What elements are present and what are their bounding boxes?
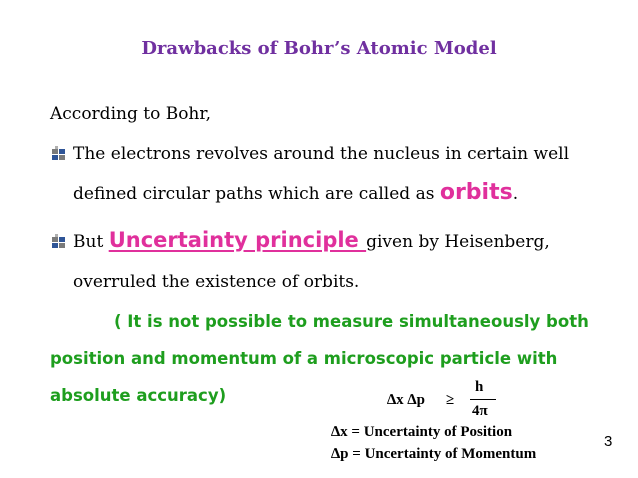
bullet-icon [50, 234, 68, 250]
bullet2-line1 [73, 228, 550, 252]
intro-text: According to Bohr, [50, 104, 212, 124]
fraction-numerator: h [475, 379, 484, 395]
orbits-highlight: orbits [439, 180, 513, 205]
bullet-icon [50, 146, 68, 162]
bullet2-prefix: But [73, 232, 109, 252]
slide-title: Drawbacks of Bohr’s Atomic Model [141, 38, 497, 59]
fraction-denominator: 4π [472, 403, 488, 419]
bullet1-line2-suffix: . [512, 184, 519, 204]
bullet2-line2: overruled the existence of orbits. [73, 272, 360, 292]
bullet1-line2 [73, 180, 518, 205]
equation-relation: ≥ [446, 392, 455, 408]
note-line2: position and momentum of a microscopic particle with [50, 349, 558, 368]
uncertainty-principle-highlight: Uncertainty principle [108, 228, 367, 252]
note-line1: ( It is not possible to measure simultaneously both [114, 312, 589, 331]
bullet2-line1-suffix: given by Heisenberg, [366, 232, 550, 252]
bullet1-line1: The electrons revolves around the nucleus in certain well [73, 144, 570, 164]
definition-position: ∆x = Uncertainty of Position [331, 424, 513, 440]
fraction-bar [470, 399, 496, 400]
definition-momentum: ∆p = Uncertainty of Momentum [331, 446, 537, 462]
note-line3: absolute accuracy) [50, 386, 227, 405]
page-number: 3 [604, 433, 613, 450]
equation-lhs: ∆x ∆p [387, 392, 425, 408]
bullet1-line2-prefix: defined circular paths which are called as [73, 184, 440, 204]
